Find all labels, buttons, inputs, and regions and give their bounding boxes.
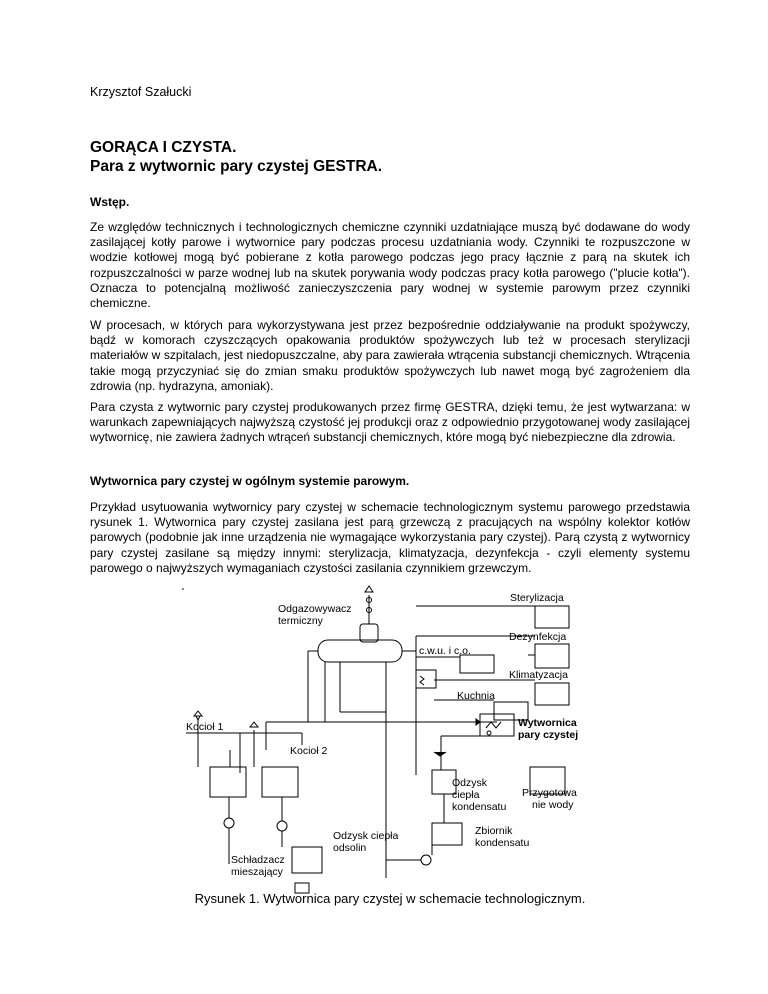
label-schladzacz-1: Schładzacz [231,854,285,866]
label-dezynfekcja: Dezynfekcja [509,631,567,643]
label-schladzacz-2: mieszający [231,866,283,878]
label-przygotowanie-1: Przygotowa [522,787,577,799]
wytwornica-box [480,714,514,736]
section2-paragraph: Przykład usytuowania wytwornicy pary czystej w schemacie technologicznym systemu parowego przedstawia rysunek 1. Wytwornica pary czystej zasilana jest parą grzewczą z pracujących na wspólny kolektor kotłów parowych (podobnie jak inne urządzenia nie wymagające wykorzystania pary czystej). Parą czystą z wytwornicy pary czystej zasilane są między innymi: sterylizacja, klimatyzacja, dezynfekcja - czyli elementy systemu parowego o najwyższych wymaganiach czystości zasilania czynnikiem grzewczym. [90,500,690,575]
odzysk-odsolin-box [292,847,322,873]
label-zbiornik-2: kondensatu [475,837,530,849]
kociol1-box [210,767,246,797]
section2-heading: Wytwornica pary czystej w ogólnym systemie parowym. [90,474,410,488]
label-odzysk-odsolin-2: odsolin [333,842,367,854]
label-klimatyzacja: Klimatyzacja [509,669,568,681]
intro-paragraph-3: Para czysta z wytwornic pary czystej produkowanych przez firmę GESTRA, dzięki temu, że jest wytwarzana: w warunkach zapewniających najwyższą czystość jej produkcji oraz z odpowiednio przygotowanej wody zasilającej wytwornicę, nie zawiera żadnych wtrąceń substancji chemicznych, które mogą być niebezpieczne dla zdrowia. [90,400,690,445]
label-cwu: c.w.u. i c.o. [419,645,471,657]
label-zbiornik-1: Zbiornik [475,825,513,837]
label-odzysk-kondensatu-2: ciepła [452,789,480,801]
dezynfekcja-box [535,644,569,668]
label-wytwornica-1: Wytwornica [518,717,577,729]
author-name: Krzysztof Szałucki [90,85,192,99]
title-line-1: GORĄCA I CZYSTA. [90,139,237,156]
vent-arrow-icon [365,586,373,592]
title-line-2: Para z wytwornic pary czystej GESTRA. [90,158,383,175]
label-sterylizacja: Sterylizacja [510,592,564,604]
klimatyzacja-box [535,683,569,705]
kociol2-box [262,767,298,797]
cwu-exchanger [416,670,436,688]
label-odgazowywacz-1: Odgazowywacz [278,603,352,615]
deaerator-tank [318,640,402,662]
label-kuchnia: Kuchnia [457,690,495,702]
intro-paragraph-1: Ze względów technicznych i technologicznych chemiczne czynniki uzdatniające muszą być dodawane do wody zasilającej kotły parowe i wytwornice pary podczas procesu uzdatniania wody. Czynniki te rozpuszczone w wodzie kotłowej mogą być pobierane z kotła parowego podczas jego pracy łącznie z parą na skutek ich rozpuszczalności w parze wodnej lub na skutek porywania wody podczas pracy kotła parowego ("plucie kotła"). Oznacza to potencjalną możliwość zanieczyszczenia pary wodnej w systemie parowym przez czynniki chemiczne. [90,220,690,311]
label-odzysk-kondensatu-1: Odzysk [452,777,488,789]
intro-paragraph-2: W procesach, w których para wykorzystywana jest przez bezpośrednie oddziaływanie na produkt spożywczy, bądź w komorach czyszczących opakowania produktów spożywczych lub też w procesach sterylizacji materiałów w szpitalach, jest niedopuszczalne, aby para zawierała wtrącenia substancji chemicznych. Wtrącenia takie mogą przyczyniać się do zmian smaku produktów spożywczych lub nawet mogą być zagrożeniem dla zdrowia (np. hydrazyna, amoniak). [90,318,690,393]
label-wytwornica-2: pary czystej [518,729,579,741]
sterylizacja-box [535,606,569,628]
figure-caption: Rysunek 1. Wytwornica pary czystej w schemacie technologicznym. [194,891,586,906]
label-odzysk-odsolin-1: Odzysk ciepła [333,830,399,842]
label-przygotowanie-2: nie wody [532,799,574,811]
intro-heading: Wstęp. [90,195,130,209]
label-odgazowywacz-2: termiczny [278,615,323,627]
zbiornik-box [432,823,462,845]
label-kociol-2: Kocioł 2 [290,745,328,757]
label-odzysk-kondensatu-3: kondensatu [452,801,507,813]
cwu-box [460,655,494,673]
schladzacz-box [295,883,309,893]
deaerator-dome [360,624,378,642]
label-kociol-1: Kocioł 1 [186,721,224,733]
